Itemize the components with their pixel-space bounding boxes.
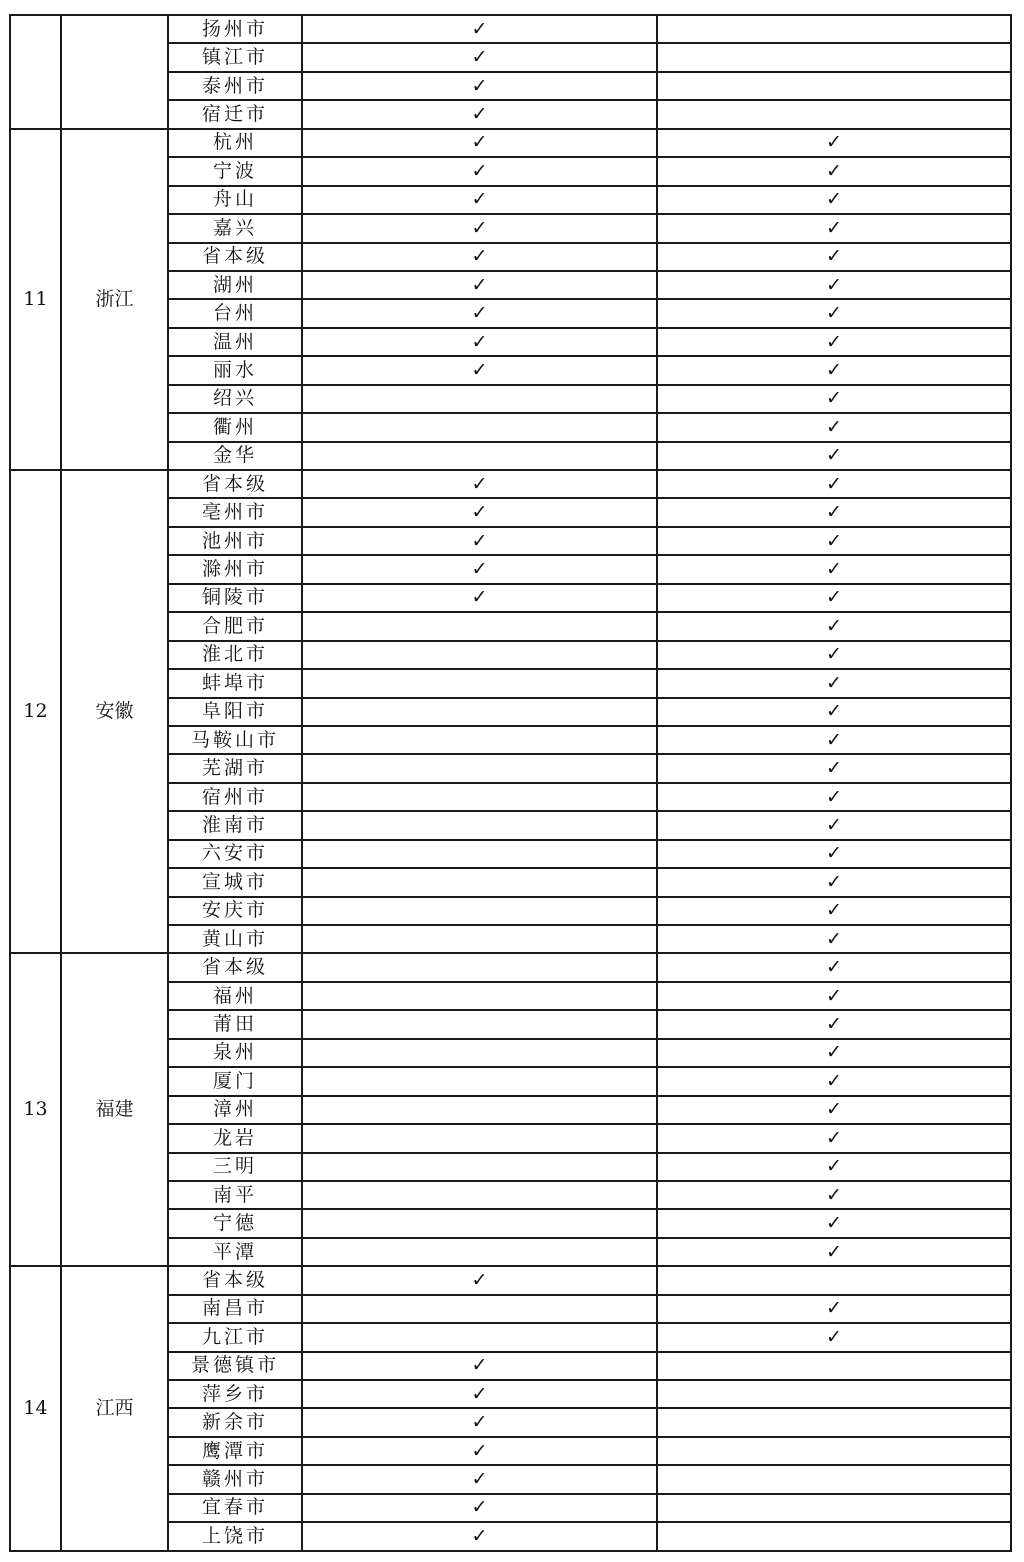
check-cell-b [657,754,1011,782]
check-cell-a [302,1266,657,1294]
checkmark-icon: ✓ [471,358,488,381]
check-cell-a [302,925,657,953]
city-name: 宿迁市 [168,100,302,128]
checkmark-icon: ✓ [826,1155,842,1178]
city-name: 舟山 [168,186,302,214]
check-cell-a [302,897,657,925]
table-body [10,15,1011,1551]
city-name: 合肥市 [168,612,302,640]
checkmark-icon: ✓ [471,131,488,154]
check-cell-a [302,1522,657,1550]
check-cell-b [657,953,1011,981]
checkmark-icon: ✓ [826,700,842,723]
check-cell-b [657,129,1011,157]
checkmark-icon: ✓ [826,1069,842,1092]
check-cell-a [302,1323,657,1351]
city-name: 台州 [168,299,302,327]
checkmark-icon: ✓ [826,245,842,268]
check-cell-a [302,243,657,271]
city-name: 景德镇市 [168,1352,302,1380]
check-cell-b [657,413,1011,441]
check-cell-b [657,214,1011,242]
check-cell-a [302,470,657,498]
city-name: 平潭 [168,1238,302,1266]
city-name: 省本级 [168,1266,302,1294]
city-name: 南平 [168,1181,302,1209]
city-name: 上饶市 [168,1522,302,1550]
check-cell-b [657,1153,1011,1181]
checkmark-icon: ✓ [826,501,842,524]
check-cell-b [657,840,1011,868]
check-cell-b [657,498,1011,526]
check-cell-b [657,868,1011,896]
check-cell-b [657,470,1011,498]
checkmark-icon: ✓ [826,899,842,922]
checkmark-icon: ✓ [826,757,842,780]
check-cell-a [302,868,657,896]
checkmark-icon: ✓ [826,984,842,1007]
checkmark-icon: ✓ [826,813,842,836]
checkmark-icon: ✓ [826,1183,842,1206]
checkmark-icon: ✓ [471,501,488,524]
check-cell-a [302,1295,657,1323]
checkmark-icon: ✓ [826,1098,842,1121]
check-cell-a [302,584,657,612]
check-cell-a [302,72,657,100]
checkmark-icon: ✓ [471,558,488,581]
city-name: 三明 [168,1153,302,1181]
check-cell-a [302,669,657,697]
check-cell-b [657,925,1011,953]
checkmark-icon: ✓ [826,614,842,637]
city-name: 铜陵市 [168,584,302,612]
checkmark-icon: ✓ [826,1240,842,1263]
check-cell-b [657,15,1011,43]
checkmark-icon: ✓ [471,1382,488,1405]
check-cell-b [657,1295,1011,1323]
checkmark-icon: ✓ [826,728,842,751]
checkmark-icon: ✓ [826,558,842,581]
check-cell-a [302,982,657,1010]
checkmark-icon: ✓ [471,529,488,552]
check-cell-a [302,612,657,640]
check-cell-a [302,157,657,185]
city-name: 厦门 [168,1067,302,1095]
checkmark-icon: ✓ [471,1468,488,1491]
city-name: 漳州 [168,1096,302,1124]
city-name: 温州 [168,328,302,356]
checkmark-icon: ✓ [826,444,842,467]
checkmark-icon: ✓ [826,302,842,325]
table-row [10,15,1011,43]
city-name: 芜湖市 [168,754,302,782]
checkmark-icon: ✓ [471,472,488,495]
table-row [10,1266,1011,1294]
checkmark-icon: ✓ [471,17,488,40]
check-cell-b [657,1181,1011,1209]
checkmark-icon: ✓ [471,46,488,69]
check-cell-a [302,328,657,356]
check-cell-b [657,1465,1011,1493]
checkmark-icon: ✓ [471,1411,488,1434]
city-name: 赣州市 [168,1465,302,1493]
check-cell-b [657,1010,1011,1038]
check-cell-a [302,100,657,128]
city-name: 黄山市 [168,925,302,953]
city-name: 省本级 [168,243,302,271]
check-cell-b [657,1039,1011,1067]
city-name: 省本级 [168,470,302,498]
city-name: 滁州市 [168,555,302,583]
check-cell-a [302,271,657,299]
check-cell-b [657,328,1011,356]
check-cell-b [657,72,1011,100]
checkmark-icon: ✓ [826,273,842,296]
check-cell-b [657,1522,1011,1550]
check-cell-b [657,698,1011,726]
check-cell-b [657,299,1011,327]
row-number: 12 [10,470,61,953]
province-name: 浙江 [61,129,168,470]
check-cell-b [657,1067,1011,1095]
check-cell-b [657,1266,1011,1294]
checkmark-icon: ✓ [471,1354,488,1377]
city-name: 新余市 [168,1408,302,1436]
checkmark-icon: ✓ [826,870,842,893]
city-name: 扬州市 [168,15,302,43]
check-cell-b [657,1437,1011,1465]
check-cell-a [302,1124,657,1152]
check-cell-b [657,1323,1011,1351]
check-cell-b [657,157,1011,185]
check-cell-a [302,413,657,441]
check-cell-a [302,129,657,157]
check-cell-a [302,1380,657,1408]
city-name: 杭州 [168,129,302,157]
check-cell-b [657,726,1011,754]
checkmark-icon: ✓ [826,671,842,694]
check-cell-a [302,1067,657,1095]
checkmark-icon: ✓ [471,1439,488,1462]
table-row [10,953,1011,981]
checkmark-icon: ✓ [471,1496,488,1519]
checkmark-icon: ✓ [826,1126,842,1149]
city-name: 亳州市 [168,498,302,526]
province-city-table [9,14,1012,1552]
city-name: 泰州市 [168,72,302,100]
check-cell-b [657,243,1011,271]
check-cell-b [657,527,1011,555]
check-cell-a [302,953,657,981]
check-cell-a [302,498,657,526]
province-name: 江西 [61,1266,168,1550]
check-cell-a [302,356,657,384]
check-cell-b [657,442,1011,470]
checkmark-icon: ✓ [826,358,842,381]
check-cell-b [657,669,1011,697]
checkmark-icon: ✓ [471,245,488,268]
checkmark-icon: ✓ [826,330,842,353]
checkmark-icon: ✓ [471,103,488,126]
check-cell-a [302,527,657,555]
city-name: 福州 [168,982,302,1010]
check-cell-b [657,584,1011,612]
city-name: 丽水 [168,356,302,384]
check-cell-a [302,214,657,242]
check-cell-b [657,271,1011,299]
city-name: 衢州 [168,413,302,441]
checkmark-icon: ✓ [471,1524,488,1547]
check-cell-b [657,1238,1011,1266]
check-cell-a [302,811,657,839]
city-name: 六安市 [168,840,302,868]
city-name: 南昌市 [168,1295,302,1323]
checkmark-icon: ✓ [826,785,842,808]
table-row [10,470,1011,498]
province-name [61,15,168,129]
row-number: 14 [10,1266,61,1550]
check-cell-a [302,726,657,754]
city-name: 嘉兴 [168,214,302,242]
checkmark-icon: ✓ [826,1325,842,1348]
check-cell-a [302,1437,657,1465]
city-name: 泉州 [168,1039,302,1067]
check-cell-b [657,612,1011,640]
checkmark-icon: ✓ [471,273,488,296]
checkmark-icon: ✓ [826,159,842,182]
city-name: 宣城市 [168,868,302,896]
province-name: 安徽 [61,470,168,953]
check-cell-a [302,1153,657,1181]
checkmark-icon: ✓ [471,586,488,609]
check-cell-a [302,1494,657,1522]
check-cell-a [302,186,657,214]
check-cell-a [302,555,657,583]
city-name: 淮北市 [168,641,302,669]
check-cell-a [302,1408,657,1436]
check-cell-b [657,641,1011,669]
row-number [10,15,61,129]
city-name: 省本级 [168,953,302,981]
city-name: 龙岩 [168,1124,302,1152]
city-name: 金华 [168,442,302,470]
check-cell-b [657,1408,1011,1436]
city-name: 萍乡市 [168,1380,302,1408]
checkmark-icon: ✓ [826,586,842,609]
checkmark-icon: ✓ [471,188,488,211]
city-name: 绍兴 [168,385,302,413]
checkmark-icon: ✓ [826,188,842,211]
check-cell-b [657,1380,1011,1408]
table-row [10,129,1011,157]
city-name: 宁波 [168,157,302,185]
check-cell-b [657,356,1011,384]
checkmark-icon: ✓ [826,1212,842,1235]
check-cell-a [302,299,657,327]
checkmark-icon: ✓ [471,1268,488,1291]
checkmark-icon: ✓ [826,131,842,154]
city-name: 九江市 [168,1323,302,1351]
check-cell-a [302,43,657,71]
province-name: 福建 [61,953,168,1266]
checkmark-icon: ✓ [471,330,488,353]
checkmark-icon: ✓ [826,643,842,666]
check-cell-a [302,754,657,782]
checkmark-icon: ✓ [826,1041,842,1064]
city-name: 宁德 [168,1209,302,1237]
city-name: 宿州市 [168,783,302,811]
check-cell-a [302,1465,657,1493]
checkmark-icon: ✓ [826,387,842,410]
check-cell-a [302,1238,657,1266]
check-cell-a [302,1352,657,1380]
check-cell-a [302,840,657,868]
check-cell-b [657,897,1011,925]
check-cell-a [302,641,657,669]
checkmark-icon: ✓ [826,927,842,950]
checkmark-icon: ✓ [471,74,488,97]
check-cell-b [657,1096,1011,1124]
checkmark-icon: ✓ [471,216,488,239]
check-cell-a [302,1181,657,1209]
city-name: 池州市 [168,527,302,555]
check-cell-a [302,783,657,811]
city-name: 鹰潭市 [168,1437,302,1465]
checkmark-icon: ✓ [826,529,842,552]
check-cell-a [302,1209,657,1237]
checkmark-icon: ✓ [826,1297,842,1320]
check-cell-b [657,783,1011,811]
checkmark-icon: ✓ [826,956,842,979]
check-cell-a [302,698,657,726]
check-cell-a [302,1096,657,1124]
checkmark-icon: ✓ [826,842,842,865]
checkmark-icon: ✓ [826,415,842,438]
check-cell-a [302,1039,657,1067]
row-number: 13 [10,953,61,1266]
check-cell-b [657,555,1011,583]
city-name: 安庆市 [168,897,302,925]
check-cell-b [657,100,1011,128]
checkmark-icon: ✓ [471,159,488,182]
checkmark-icon: ✓ [471,302,488,325]
checkmark-icon: ✓ [826,1013,842,1036]
check-cell-b [657,385,1011,413]
checkmark-icon: ✓ [826,216,842,239]
check-cell-b [657,982,1011,1010]
check-cell-b [657,1494,1011,1522]
check-cell-a [302,15,657,43]
check-cell-b [657,1352,1011,1380]
check-cell-a [302,442,657,470]
city-name: 宜春市 [168,1494,302,1522]
check-cell-a [302,385,657,413]
check-cell-b [657,811,1011,839]
city-name: 马鞍山市 [168,726,302,754]
city-name: 淮南市 [168,811,302,839]
city-name: 湖州 [168,271,302,299]
check-cell-b [657,1124,1011,1152]
check-cell-b [657,186,1011,214]
city-name: 镇江市 [168,43,302,71]
city-name: 莆田 [168,1010,302,1038]
checkmark-icon: ✓ [826,472,842,495]
check-cell-a [302,1010,657,1038]
city-name: 蚌埠市 [168,669,302,697]
check-cell-b [657,43,1011,71]
row-number: 11 [10,129,61,470]
check-cell-b [657,1209,1011,1237]
city-name: 阜阳市 [168,698,302,726]
